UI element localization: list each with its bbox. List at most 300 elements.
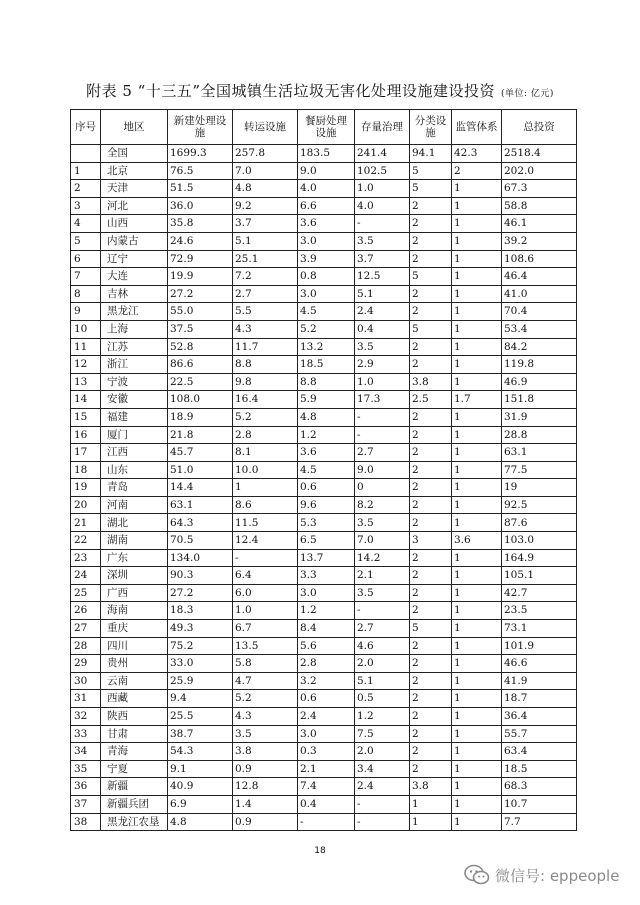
value-cell: 18.5 [502, 760, 577, 778]
value-cell: 9.2 [233, 197, 298, 215]
value-cell: 5.1 [355, 672, 410, 690]
value-cell: 3.0 [298, 232, 355, 250]
value-cell: 3.6 [298, 215, 355, 233]
value-cell: 2 [410, 479, 452, 497]
value-cell: 25.9 [168, 672, 233, 690]
value-cell: 257.8 [233, 145, 298, 163]
value-cell: 2 [410, 197, 452, 215]
value-cell: 3.2 [298, 672, 355, 690]
table-title [0, 80, 640, 101]
row-index-cell: 34 [71, 743, 101, 761]
value-cell: 134.0 [168, 549, 233, 567]
value-cell: 1 [452, 514, 502, 532]
value-cell: 3.8 [410, 373, 452, 391]
value-cell: 13.2 [298, 338, 355, 356]
row-index-cell: 22 [71, 532, 101, 550]
value-cell: 1 [452, 496, 502, 514]
row-index-cell: 10 [71, 320, 101, 338]
value-cell: 18.5 [298, 356, 355, 374]
table-row [71, 180, 577, 198]
row-index-cell: 26 [71, 602, 101, 620]
region-cell: 海南 [101, 602, 168, 620]
row-index-cell: 19 [71, 479, 101, 497]
value-cell: 1 [452, 285, 502, 303]
value-cell: 2 [410, 250, 452, 268]
value-cell: 2 [410, 408, 452, 426]
value-cell: 1.2 [355, 708, 410, 726]
value-cell: 3.7 [233, 215, 298, 233]
column-header: 转运设施 [233, 110, 298, 145]
header-row [71, 110, 577, 145]
value-cell: 51.5 [168, 180, 233, 198]
value-cell: 2.4 [298, 708, 355, 726]
value-cell: 1 [452, 356, 502, 374]
value-cell: 2 [410, 637, 452, 655]
region-cell: 河北 [101, 197, 168, 215]
unit-label: (单位: 亿元) [501, 89, 554, 99]
value-cell: 77.5 [502, 461, 577, 479]
value-cell: 55.7 [502, 725, 577, 743]
value-cell: 7.5 [355, 725, 410, 743]
table-row [71, 391, 577, 409]
value-cell: 4.3 [233, 708, 298, 726]
value-cell: 2 [452, 162, 502, 180]
table-row [71, 637, 577, 655]
table-row [71, 408, 577, 426]
table-row [71, 514, 577, 532]
value-cell: 73.1 [502, 620, 577, 638]
value-cell: 9.1 [168, 760, 233, 778]
row-index-cell: 27 [71, 620, 101, 638]
value-cell: 7.0 [355, 532, 410, 550]
table-row [71, 479, 577, 497]
value-cell: 102.5 [355, 162, 410, 180]
value-cell: - [355, 215, 410, 233]
value-cell: 92.5 [502, 496, 577, 514]
value-cell: 2 [410, 303, 452, 321]
value-cell: 63.1 [168, 496, 233, 514]
value-cell: 1 [452, 602, 502, 620]
value-cell: 5.2 [233, 690, 298, 708]
table-row [71, 461, 577, 479]
value-cell: 9.0 [298, 162, 355, 180]
value-cell: 1 [452, 760, 502, 778]
row-index-cell: 17 [71, 444, 101, 462]
table-row [71, 215, 577, 233]
table-row [71, 602, 577, 620]
value-cell: 3.5 [355, 338, 410, 356]
value-cell: 76.5 [168, 162, 233, 180]
value-cell: 0.6 [298, 690, 355, 708]
table-row [71, 672, 577, 690]
value-cell: 5 [410, 320, 452, 338]
row-index-cell: 37 [71, 795, 101, 813]
value-cell: 6.6 [298, 197, 355, 215]
row-index-cell: 3 [71, 197, 101, 215]
value-cell: 70.4 [502, 303, 577, 321]
value-cell: 1 [452, 708, 502, 726]
region-cell: 安徽 [101, 391, 168, 409]
value-cell: 0.4 [298, 795, 355, 813]
value-cell: 2 [410, 672, 452, 690]
value-cell: 19 [502, 479, 577, 497]
value-cell: 10.0 [233, 461, 298, 479]
value-cell: 2 [410, 655, 452, 673]
value-cell: 3.0 [298, 285, 355, 303]
region-cell: 江苏 [101, 338, 168, 356]
value-cell: 2.8 [233, 426, 298, 444]
region-cell: 黑龙江农垦 [101, 813, 168, 831]
table-row [71, 532, 577, 550]
value-cell: 3.0 [298, 584, 355, 602]
region-cell: 河南 [101, 496, 168, 514]
value-cell: 5.1 [233, 232, 298, 250]
value-cell: 4.7 [233, 672, 298, 690]
value-cell: 1 [233, 479, 298, 497]
value-cell: 63.4 [502, 743, 577, 761]
value-cell: 3 [410, 532, 452, 550]
value-cell: 2.1 [355, 567, 410, 585]
value-cell: 2 [410, 356, 452, 374]
region-cell: 宁夏 [101, 760, 168, 778]
value-cell: 1 [452, 373, 502, 391]
value-cell: 12.4 [233, 532, 298, 550]
value-cell: 37.5 [168, 320, 233, 338]
region-cell: 深圳 [101, 567, 168, 585]
value-cell: 23.5 [502, 602, 577, 620]
value-cell: 2 [410, 232, 452, 250]
value-cell: 46.4 [502, 268, 577, 286]
column-header: 总投资 [502, 110, 577, 145]
value-cell: 12.8 [233, 778, 298, 796]
value-cell: 35.8 [168, 215, 233, 233]
table-row [71, 813, 577, 831]
value-cell: 2.8 [298, 655, 355, 673]
value-cell: 5 [410, 162, 452, 180]
table-row [71, 584, 577, 602]
value-cell: 3.5 [233, 725, 298, 743]
table-row [71, 795, 577, 813]
region-cell: 甘肃 [101, 725, 168, 743]
value-cell: 1 [452, 232, 502, 250]
value-cell: 5.6 [298, 637, 355, 655]
value-cell: 94.1 [410, 145, 452, 163]
value-cell: 33.0 [168, 655, 233, 673]
region-cell: 吉林 [101, 285, 168, 303]
value-cell: - [298, 813, 355, 831]
value-cell: 1 [452, 743, 502, 761]
value-cell: 52.8 [168, 338, 233, 356]
value-cell: 9.6 [298, 496, 355, 514]
value-cell: 46.1 [502, 215, 577, 233]
value-cell: 45.7 [168, 444, 233, 462]
value-cell: 75.2 [168, 637, 233, 655]
value-cell: 7.4 [298, 778, 355, 796]
value-cell: 2 [410, 725, 452, 743]
row-index-cell: 1 [71, 162, 101, 180]
row-index-cell: 29 [71, 655, 101, 673]
value-cell: 4.0 [298, 180, 355, 198]
region-cell: 福建 [101, 408, 168, 426]
value-cell: 2 [410, 338, 452, 356]
value-cell: 1 [452, 303, 502, 321]
region-cell: 西藏 [101, 690, 168, 708]
row-index-cell: 15 [71, 408, 101, 426]
value-cell: 11.7 [233, 338, 298, 356]
value-cell: 4.3 [233, 320, 298, 338]
value-cell: 105.1 [502, 567, 577, 585]
value-cell: 24.6 [168, 232, 233, 250]
value-cell: 1.0 [233, 602, 298, 620]
value-cell: 1 [452, 320, 502, 338]
table-row [71, 338, 577, 356]
value-cell: 3.0 [298, 725, 355, 743]
table-row [71, 620, 577, 638]
value-cell: 7.2 [233, 268, 298, 286]
value-cell: 1 [452, 672, 502, 690]
value-cell: 67.3 [502, 180, 577, 198]
region-cell: 四川 [101, 637, 168, 655]
region-cell: 云南 [101, 672, 168, 690]
value-cell: 46.9 [502, 373, 577, 391]
value-cell: - [355, 426, 410, 444]
row-index-cell: 4 [71, 215, 101, 233]
row-index-cell: 21 [71, 514, 101, 532]
value-cell: - [355, 408, 410, 426]
row-index-cell: 28 [71, 637, 101, 655]
value-cell: - [355, 602, 410, 620]
value-cell: 41.9 [502, 672, 577, 690]
table-body [71, 145, 577, 831]
value-cell: 0 [355, 479, 410, 497]
value-cell: 1 [452, 268, 502, 286]
value-cell: 1 [452, 813, 502, 831]
table-row [71, 426, 577, 444]
table-row [71, 162, 577, 180]
value-cell: 9.0 [355, 461, 410, 479]
investment-table [70, 109, 577, 831]
value-cell: 3.3 [298, 567, 355, 585]
value-cell: 3.6 [298, 444, 355, 462]
region-cell: 青海 [101, 743, 168, 761]
table-row [71, 444, 577, 462]
value-cell: 0.3 [298, 743, 355, 761]
value-cell: 2 [410, 461, 452, 479]
table-row [71, 250, 577, 268]
value-cell: 1 [452, 584, 502, 602]
value-cell: 2 [410, 708, 452, 726]
value-cell: - [355, 795, 410, 813]
value-cell: 8.6 [233, 496, 298, 514]
region-cell: 湖北 [101, 514, 168, 532]
table-row [71, 356, 577, 374]
value-cell: 41.0 [502, 285, 577, 303]
value-cell: 5.5 [233, 303, 298, 321]
value-cell: 1699.3 [168, 145, 233, 163]
value-cell: 3.8 [410, 778, 452, 796]
value-cell: 2 [410, 215, 452, 233]
row-index-cell: 7 [71, 268, 101, 286]
table-row [71, 320, 577, 338]
value-cell: 70.5 [168, 532, 233, 550]
table-row [71, 268, 577, 286]
value-cell: 5 [410, 268, 452, 286]
table-row [71, 778, 577, 796]
value-cell: 5.8 [233, 655, 298, 673]
table-row [71, 655, 577, 673]
value-cell: 21.8 [168, 426, 233, 444]
region-cell: 厦门 [101, 426, 168, 444]
value-cell: 16.4 [233, 391, 298, 409]
value-cell: 38.7 [168, 725, 233, 743]
value-cell: 1 [452, 549, 502, 567]
value-cell: 40.9 [168, 778, 233, 796]
value-cell: 103.0 [502, 532, 577, 550]
value-cell: 1 [452, 778, 502, 796]
table-row [71, 373, 577, 391]
value-cell: 42.3 [452, 145, 502, 163]
value-cell: 12.5 [355, 268, 410, 286]
value-cell: 3.6 [452, 532, 502, 550]
value-cell: 4.8 [168, 813, 233, 831]
value-cell: 63.1 [502, 444, 577, 462]
row-index-cell: 30 [71, 672, 101, 690]
region-cell: 大连 [101, 268, 168, 286]
value-cell: 64.3 [168, 514, 233, 532]
value-cell: 164.9 [502, 549, 577, 567]
region-cell: 天津 [101, 180, 168, 198]
table-row [71, 690, 577, 708]
table-row [71, 496, 577, 514]
table-row [71, 708, 577, 726]
row-index-cell: 31 [71, 690, 101, 708]
value-cell: 0.9 [233, 760, 298, 778]
value-cell: 8.8 [298, 373, 355, 391]
value-cell: 8.2 [355, 496, 410, 514]
value-cell: 183.5 [298, 145, 355, 163]
value-cell: 42.7 [502, 584, 577, 602]
watermark [464, 862, 619, 888]
column-header: 餐厨处理设施 [298, 110, 355, 145]
value-cell: 84.2 [502, 338, 577, 356]
value-cell: 2 [410, 549, 452, 567]
value-cell: 1 [452, 444, 502, 462]
row-index-cell: 24 [71, 567, 101, 585]
column-header: 新建处理设施 [168, 110, 233, 145]
value-cell: 2 [410, 584, 452, 602]
value-cell: 46.6 [502, 655, 577, 673]
value-cell: 2 [410, 690, 452, 708]
wechat-icon [464, 864, 490, 886]
value-cell: 2 [410, 567, 452, 585]
value-cell: 1 [452, 426, 502, 444]
region-cell: 湖南 [101, 532, 168, 550]
value-cell: 14.2 [355, 549, 410, 567]
row-index-cell [71, 145, 101, 163]
watermark-text: 微信号: eppeople [495, 866, 620, 885]
value-cell: 2.0 [355, 655, 410, 673]
row-index-cell: 18 [71, 461, 101, 479]
row-index-cell: 6 [71, 250, 101, 268]
value-cell: 119.8 [502, 356, 577, 374]
row-index-cell: 13 [71, 373, 101, 391]
region-cell: 陕西 [101, 708, 168, 726]
region-cell: 浙江 [101, 356, 168, 374]
value-cell: 151.8 [502, 391, 577, 409]
value-cell: 1.2 [298, 602, 355, 620]
region-cell: 重庆 [101, 620, 168, 638]
value-cell: 5.2 [233, 408, 298, 426]
value-cell: 36.0 [168, 197, 233, 215]
value-cell: 6.7 [233, 620, 298, 638]
value-cell: 2 [410, 426, 452, 444]
row-index-cell: 35 [71, 760, 101, 778]
value-cell: 39.2 [502, 232, 577, 250]
region-cell: 内蒙古 [101, 232, 168, 250]
column-header: 地区 [101, 110, 168, 145]
value-cell: 2 [410, 496, 452, 514]
value-cell: 6.9 [168, 795, 233, 813]
value-cell: 1 [452, 408, 502, 426]
table-row [71, 145, 577, 163]
row-index-cell: 32 [71, 708, 101, 726]
value-cell: 2 [410, 602, 452, 620]
value-cell: 3.7 [355, 250, 410, 268]
value-cell: 2 [410, 444, 452, 462]
row-index-cell: 38 [71, 813, 101, 831]
value-cell: 5.2 [298, 320, 355, 338]
value-cell: 28.8 [502, 426, 577, 444]
column-header: 监管体系 [452, 110, 502, 145]
value-cell: 2.7 [355, 620, 410, 638]
value-cell: 3.9 [298, 250, 355, 268]
value-cell: 202.0 [502, 162, 577, 180]
region-cell: 广西 [101, 584, 168, 602]
value-cell: 108.6 [502, 250, 577, 268]
row-index-cell: 12 [71, 356, 101, 374]
value-cell: 2.5 [410, 391, 452, 409]
value-cell: 1.2 [298, 426, 355, 444]
value-cell: 5.3 [298, 514, 355, 532]
table-row [71, 303, 577, 321]
region-cell: 山西 [101, 215, 168, 233]
value-cell: 1.7 [452, 391, 502, 409]
region-cell: 广东 [101, 549, 168, 567]
value-cell: 4.8 [233, 180, 298, 198]
table-row [71, 743, 577, 761]
value-cell: 0.4 [355, 320, 410, 338]
region-cell: 贵州 [101, 655, 168, 673]
value-cell: 8.8 [233, 356, 298, 374]
column-header: 存量治理 [355, 110, 410, 145]
value-cell: 0.5 [355, 690, 410, 708]
value-cell: 1 [452, 690, 502, 708]
value-cell: 7.0 [233, 162, 298, 180]
value-cell: 2 [410, 743, 452, 761]
value-cell: 53.4 [502, 320, 577, 338]
value-cell: 1 [452, 725, 502, 743]
value-cell: 86.6 [168, 356, 233, 374]
value-cell: 3.5 [355, 232, 410, 250]
value-cell: 4.8 [298, 408, 355, 426]
value-cell: 4.6 [355, 637, 410, 655]
value-cell: 18.7 [502, 690, 577, 708]
value-cell: 58.8 [502, 197, 577, 215]
value-cell: 87.6 [502, 514, 577, 532]
value-cell: 22.5 [168, 373, 233, 391]
value-cell: 0.6 [298, 479, 355, 497]
value-cell: 51.0 [168, 461, 233, 479]
